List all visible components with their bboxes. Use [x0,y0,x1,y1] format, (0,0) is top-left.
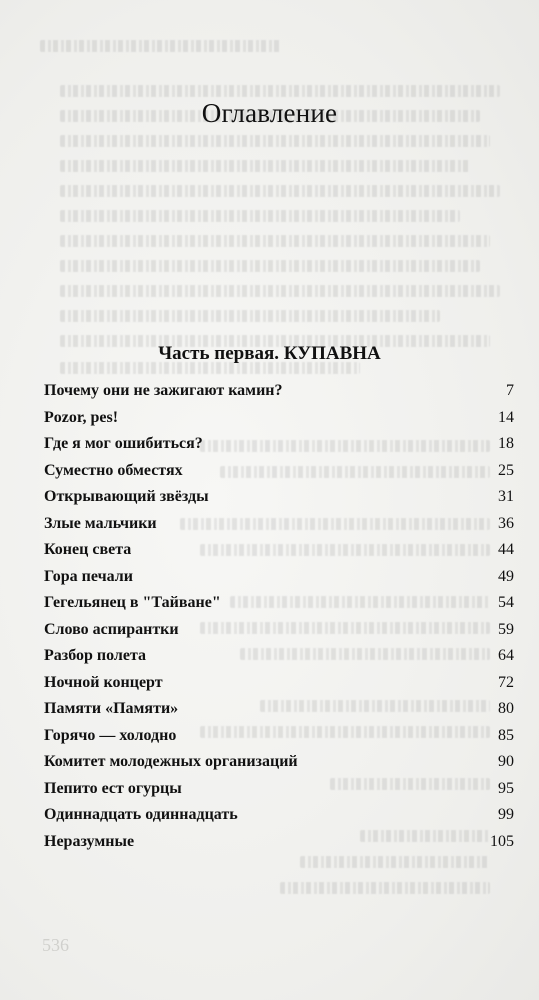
toc-entry [44,564,514,591]
toc-entry-page: 59 [498,620,514,638]
toc-leader-dots [184,728,488,744]
toc-entry-title: Pozor, pes! [44,408,119,426]
toc-entry [44,643,514,670]
toc-leader-dots [186,701,488,717]
toc-entry [44,749,514,776]
toc-leader-dots [306,754,488,770]
toc-entry-title: Почему они не зажигают камин? [44,382,283,400]
toc-entry-page: 25 [498,461,514,479]
toc-entry-page: 85 [498,726,514,744]
toc-entry [44,378,514,405]
toc-entry-page: 44 [498,541,514,559]
toc-entry-page: 14 [498,408,514,426]
toc-entry [44,590,514,617]
table-of-contents [44,378,514,855]
toc-entry-title: Открывающий звёзды [44,488,209,506]
toc-entry-page: 64 [498,647,514,665]
toc-entry [44,670,514,697]
toc-entry-title: Суместно обместях [44,461,183,479]
toc-leader-dots [187,622,488,638]
toc-entry-title: Слово аспирантки [44,620,179,638]
toc-entry-title: Где я мог ошибиться? [44,435,203,453]
toc-entry [44,776,514,803]
toc-entry-title: Конец света [44,541,132,559]
toc-entry-page: 18 [498,435,514,453]
toc-entry-title: Памяти «Памяти» [44,700,179,718]
toc-entry-page: 80 [498,700,514,718]
toc-entry-page: 31 [498,488,514,506]
toc-entry [44,802,514,829]
toc-entry [44,829,514,856]
toc-entry-page: 49 [498,567,514,585]
toc-entry-page: 36 [498,514,514,532]
toc-leader-dots [154,648,488,664]
toc-leader-dots [246,807,488,823]
toc-entry [44,537,514,564]
toc-entry-title: Злые мальчики [44,514,157,532]
toc-entry-title: Гегельянец в "Тайване" [44,594,221,612]
toc-entry [44,696,514,723]
toc-leader-dots [142,834,486,850]
toc-entry-title: Одиннадцать одиннадцать [44,806,238,824]
toc-leader-dots [139,542,488,558]
toc-leader-dots [191,463,488,479]
toc-entry-title: Пепито ест огурцы [44,779,182,797]
toc-leader-dots [291,383,488,399]
toc-entry-title: Горячо — холодно [44,726,177,744]
toc-entry [44,405,514,432]
toc-entry [44,723,514,750]
toc-leader-dots [229,595,488,611]
toc-leader-dots [171,675,488,691]
part-title: Часть первая. КУПАВНА [158,343,381,364]
toc-entry [44,484,514,511]
toc-leader-dots [217,489,488,505]
toc-entry [44,511,514,538]
toc-entry [44,458,514,485]
toc-leader-dots [190,781,488,797]
toc-leader-dots [126,410,488,426]
toc-entry-page: 7 [506,382,514,400]
toc-entry [44,431,514,458]
toc-entry-page: 54 [498,594,514,612]
toc-leader-dots [165,516,488,532]
toc-entry-title: Ночной концерт [44,673,163,691]
toc-entry-title: Разбор полета [44,647,147,665]
toc-entry [44,617,514,644]
show-through-folio: 536 [42,935,69,955]
toc-entry-page: 90 [498,753,514,771]
toc-entry-title: Гора печали [44,567,133,585]
toc-entry-title: Неразумные [44,832,135,850]
toc-entry-title: Комитет молодежных организаций [44,753,298,771]
toc-entry-page: 99 [498,806,514,824]
toc-entry-page: 105 [490,832,514,850]
toc-leader-dots [211,436,488,452]
page-title: Оглавление [201,98,338,129]
toc-leader-dots [141,569,488,585]
toc-entry-page: 95 [498,779,514,797]
toc-entry-page: 72 [498,673,514,691]
